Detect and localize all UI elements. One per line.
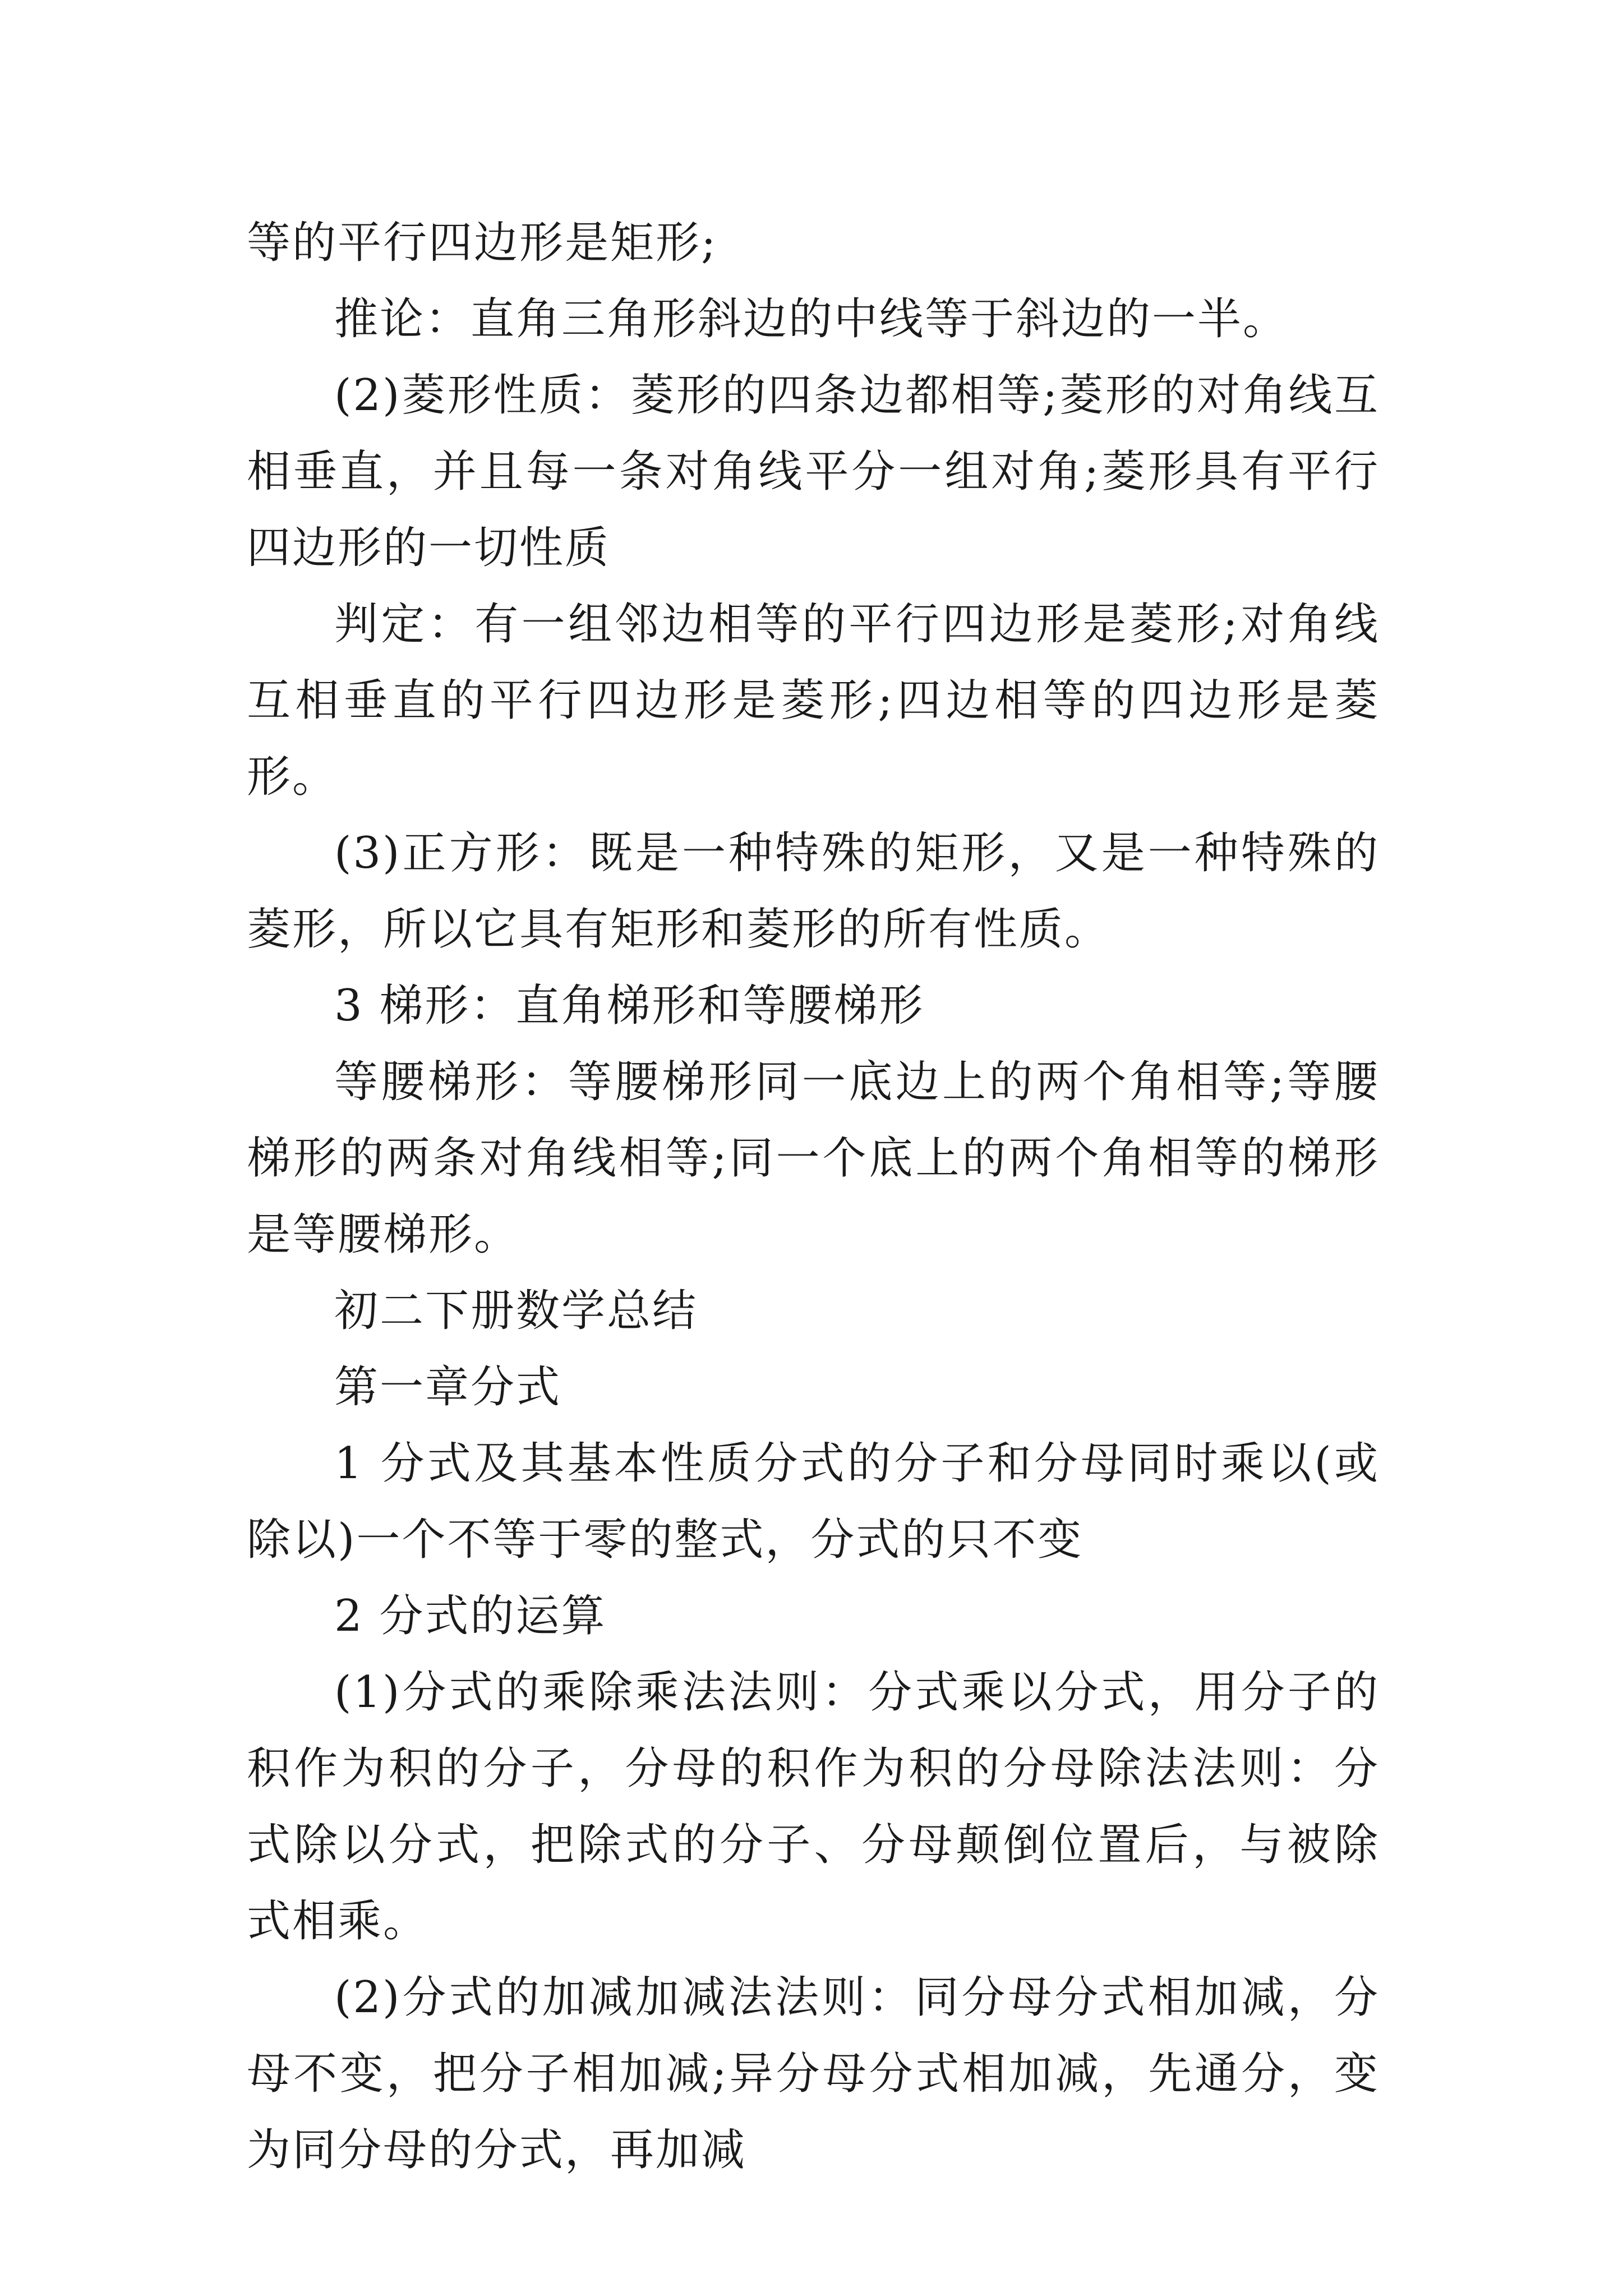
paragraph: 推论：直角三角形斜边的中线等于斜边的一半。	[334, 294, 1289, 344]
paragraph: 3 梯形：直角梯形和等腰梯形	[334, 981, 925, 1031]
paragraph: (2)分式的加减加减法法则：同分母分式相加减，分母不变，把分子相加减;异分母分式相加减，先通分，变为同分母的分式，再加减	[247, 1972, 1380, 2175]
paragraph: 2 分式的运算	[334, 1591, 607, 1641]
chapter-heading: 第一章分式	[334, 1362, 562, 1412]
paragraph: (2)菱形性质：菱形的四条边都相等;菱形的对角线互相垂直，并且每一条对角线平分一组对角;菱形具有平行四边形的一切性质	[247, 370, 1380, 573]
paragraph: 等腰梯形：等腰梯形同一底边上的两个角相等;等腰梯形的两条对角线相等;同一个底上的两个角相等的梯形是等腰梯形。	[247, 1057, 1380, 1260]
paragraph: 等的平行四边形是矩形;	[247, 218, 718, 268]
document-body	[247, 205, 1380, 2188]
paragraph: 1 分式及其基本性质分式的分子和分母同时乘以(或除以)一个不等于零的整式，分式的只不变	[247, 1438, 1380, 1565]
paragraph: (3)正方形：既是一种特殊的矩形，又是一种特殊的菱形，所以它具有矩形和菱形的所有性质。	[247, 828, 1380, 955]
paragraph: 判定：有一组邻边相等的平行四边形是菱形;对角线互相垂直的平行四边形是菱形;四边相等的四边形是菱形。	[247, 599, 1380, 802]
section-heading: 初二下册数学总结	[334, 1286, 698, 1336]
paragraph: (1)分式的乘除乘法法则：分式乘以分式，用分子的积作为积的分子，分母的积作为积的分母除法法则：分式除以分式，把除式的分子、分母颠倒位置后，与被除式相乘。	[247, 1667, 1380, 1947]
